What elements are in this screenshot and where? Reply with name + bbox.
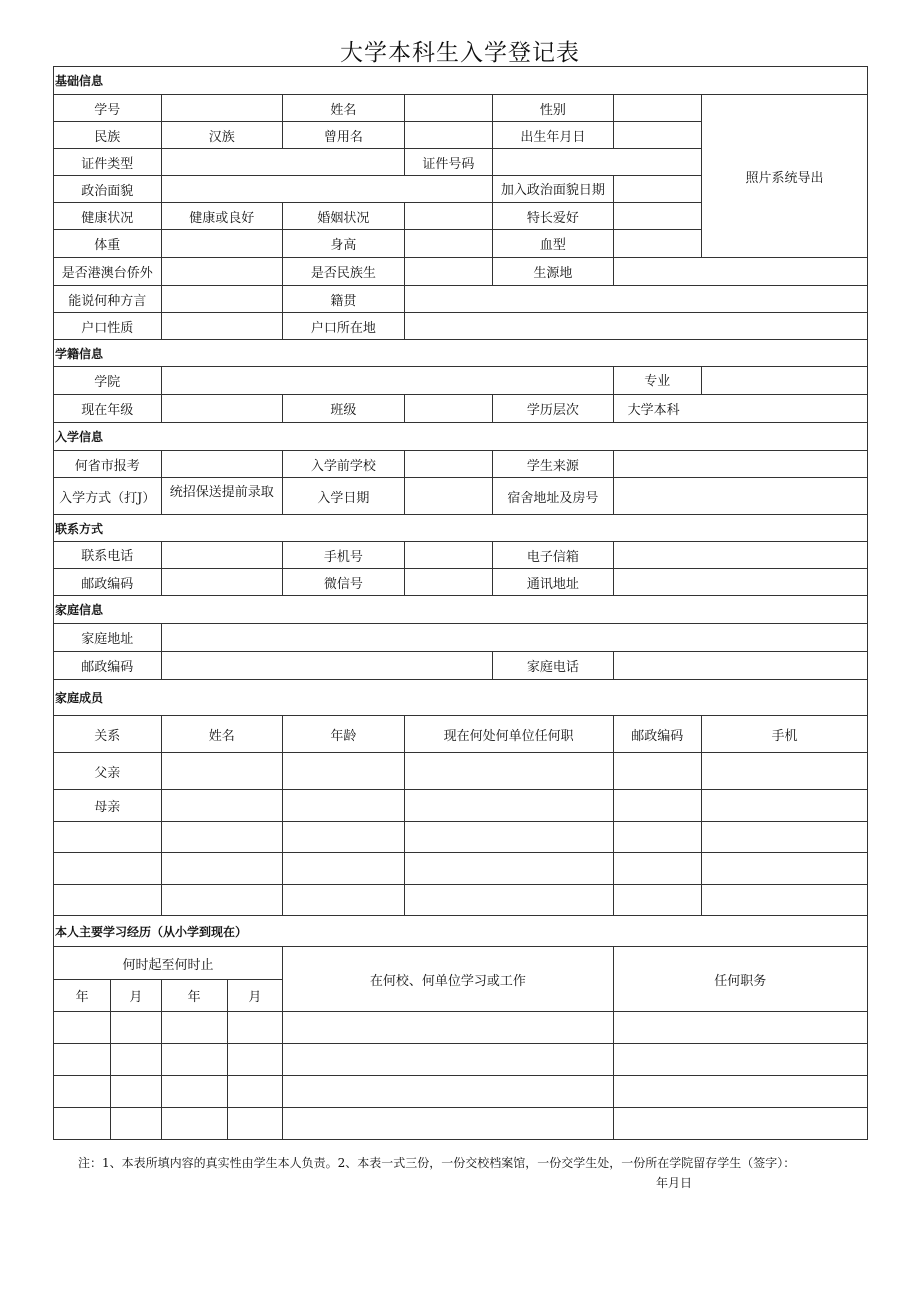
member-header-age: 年龄 (283, 716, 405, 753)
label-email: 电子信箱 (493, 542, 614, 569)
label-class: 班级 (283, 395, 405, 423)
member-cell[interactable] (613, 753, 701, 790)
value-health[interactable]: 健康或良好 (161, 203, 283, 230)
member-cell[interactable] (613, 822, 701, 853)
label-source: 学生来源 (493, 451, 614, 478)
label-dialect: 能说何种方言 (54, 286, 162, 313)
input-political-status[interactable] (161, 176, 493, 203)
input-mobile[interactable] (404, 542, 492, 569)
history-header-period: 何时起至何时止 (54, 947, 283, 980)
label-name: 姓名 (283, 95, 405, 122)
label-admission-date: 入学日期 (283, 478, 405, 515)
label-dorm: 宿舍地址及房号 (493, 478, 614, 515)
input-former-name[interactable] (404, 122, 492, 149)
value-ethnicity[interactable]: 汉族 (161, 122, 283, 149)
member-cell[interactable] (54, 822, 162, 853)
label-grade: 现在年级 (54, 395, 162, 423)
history-cell[interactable] (227, 1076, 282, 1108)
footnote (78, 1153, 878, 1193)
history-cell[interactable] (111, 1012, 161, 1044)
member-cell[interactable] (283, 853, 405, 885)
section-family-info: 家庭信息 (54, 596, 868, 624)
input-address[interactable] (613, 569, 867, 596)
label-native-place: 籍贯 (283, 286, 405, 313)
member-cell[interactable] (702, 853, 868, 885)
label-overseas: 是否港澳台侨外 (54, 258, 162, 286)
member-cell[interactable] (161, 790, 283, 822)
label-political-status: 政治面貌 (54, 176, 162, 203)
history-cell[interactable] (227, 1044, 282, 1076)
input-hukou-type[interactable] (161, 313, 283, 340)
history-cell[interactable] (111, 1076, 161, 1108)
member-header-relation: 关系 (54, 716, 162, 753)
label-hukou-type: 户口性质 (54, 313, 162, 340)
input-wechat[interactable] (404, 569, 492, 596)
member-header-postcode: 邮政编码 (613, 716, 701, 753)
member-cell[interactable] (54, 853, 162, 885)
input-id-type[interactable] (161, 149, 404, 176)
input-major[interactable] (702, 367, 868, 395)
input-source[interactable] (613, 451, 867, 478)
label-phone: 联系电话 (54, 542, 162, 569)
member-cell[interactable] (161, 822, 283, 853)
input-phone[interactable] (161, 542, 283, 569)
label-level: 学历层次 (493, 395, 614, 423)
label-hukou-location: 户口所在地 (283, 313, 405, 340)
input-join-political-date[interactable] (613, 176, 701, 203)
label-height: 身高 (283, 230, 405, 258)
member-cell[interactable] (702, 790, 868, 822)
history-cell[interactable] (283, 1108, 614, 1140)
member-cell[interactable] (283, 885, 405, 916)
member-cell[interactable] (54, 885, 162, 916)
member-header-mobile: 手机 (702, 716, 868, 753)
label-postcode: 邮政编码 (54, 569, 162, 596)
history-header-end-month: 月 (227, 980, 282, 1012)
history-cell[interactable] (54, 1108, 111, 1140)
history-header-position: 任何职务 (613, 947, 867, 1012)
member-cell[interactable] (283, 822, 405, 853)
member-header-name: 姓名 (161, 716, 283, 753)
section-study-history: 本人主要学习经历（从小学到现在） (54, 916, 868, 947)
label-ethnicity: 民族 (54, 122, 162, 149)
label-join-political-date: 加入政治面貌日期 (493, 176, 614, 203)
section-status: 学籍信息 (54, 340, 868, 367)
history-cell[interactable] (613, 1108, 867, 1140)
input-weight[interactable] (161, 230, 283, 258)
member-cell[interactable] (404, 853, 613, 885)
history-cell[interactable] (54, 1012, 111, 1044)
input-dialect[interactable] (161, 286, 283, 313)
member-relation-father: 父亲 (54, 753, 162, 790)
label-major: 专业 (613, 367, 701, 395)
history-cell[interactable] (111, 1108, 161, 1140)
member-cell[interactable] (283, 753, 405, 790)
section-basic: 基础信息 (54, 67, 868, 95)
input-native-place[interactable] (404, 286, 867, 313)
member-header-job: 现在何处何单位任何职 (404, 716, 613, 753)
input-gender[interactable] (613, 95, 701, 122)
input-province[interactable] (161, 451, 283, 478)
input-marital[interactable] (404, 203, 492, 230)
label-former-name: 曾用名 (283, 122, 405, 149)
input-birth-date[interactable] (613, 122, 701, 149)
input-grade[interactable] (161, 395, 283, 423)
label-health: 健康状况 (54, 203, 162, 230)
label-family-address: 家庭地址 (54, 624, 162, 652)
history-header-start-month: 月 (111, 980, 161, 1012)
label-address: 通讯地址 (493, 569, 614, 596)
label-prev-school: 入学前学校 (283, 451, 405, 478)
section-admission: 入学信息 (54, 423, 868, 451)
label-id-type: 证件类型 (54, 149, 162, 176)
input-minority[interactable] (404, 258, 492, 286)
label-origin: 生源地 (493, 258, 614, 286)
history-header-place: 在何校、何单位学习或工作 (283, 947, 614, 1012)
section-family-members: 家庭成员 (54, 680, 868, 716)
input-hukou-location[interactable] (404, 313, 867, 340)
value-method[interactable]: 统招保送提前录取 (161, 478, 283, 515)
input-college[interactable] (161, 367, 613, 395)
member-cell[interactable] (161, 885, 283, 916)
input-hobbies[interactable] (613, 203, 701, 230)
history-cell[interactable] (227, 1012, 282, 1044)
label-province: 何省市报考 (54, 451, 162, 478)
member-cell[interactable] (613, 885, 701, 916)
input-postcode[interactable] (161, 569, 283, 596)
history-cell[interactable] (111, 1044, 161, 1076)
history-cell[interactable] (283, 1012, 614, 1044)
input-family-phone[interactable] (613, 652, 867, 680)
history-cell[interactable] (227, 1108, 282, 1140)
history-cell[interactable] (161, 1012, 227, 1044)
member-cell[interactable] (613, 853, 701, 885)
label-method: 入学方式（打J） (54, 478, 162, 515)
member-cell[interactable] (404, 885, 613, 916)
registration-form (53, 66, 868, 1140)
page-title: 大学本科生入学登记表 (340, 40, 580, 66)
input-name[interactable] (404, 95, 492, 122)
label-family-phone: 家庭电话 (493, 652, 614, 680)
label-id-number: 证件号码 (404, 149, 492, 176)
photo-box: 照片系统导出 (702, 95, 868, 258)
member-cell[interactable] (161, 853, 283, 885)
member-cell[interactable] (404, 790, 613, 822)
input-admission-date[interactable] (404, 478, 492, 515)
history-header-start-year: 年 (54, 980, 111, 1012)
member-cell[interactable] (161, 753, 283, 790)
input-id-number[interactable] (493, 149, 702, 176)
label-weight: 体重 (54, 230, 162, 258)
input-dorm[interactable] (613, 478, 867, 515)
history-cell[interactable] (613, 1044, 867, 1076)
history-cell[interactable] (283, 1044, 614, 1076)
history-cell[interactable] (283, 1076, 614, 1108)
label-gender: 性别 (493, 95, 614, 122)
section-contact: 联系方式 (54, 515, 868, 542)
input-email[interactable] (613, 542, 867, 569)
footnote-text: 注：1、本表所填内容的真实性由学生本人负责。2、本表一式三份，一份交校档案馆，一份交学生处，一份所在学院留存学生（签字）： (78, 1156, 796, 1170)
member-cell[interactable] (283, 790, 405, 822)
history-cell[interactable] (161, 1044, 227, 1076)
label-wechat: 微信号 (283, 569, 405, 596)
label-mobile: 手机号 (283, 542, 405, 569)
history-cell[interactable] (161, 1076, 227, 1108)
history-cell[interactable] (161, 1108, 227, 1140)
history-header-end-year: 年 (161, 980, 227, 1012)
input-height[interactable] (404, 230, 492, 258)
label-marital: 婚姻状况 (283, 203, 405, 230)
input-family-postcode[interactable] (161, 652, 493, 680)
footnote-date: 年月日 (656, 1176, 693, 1190)
input-family-address[interactable] (161, 624, 868, 652)
label-family-postcode: 邮政编码 (54, 652, 162, 680)
input-blood-type[interactable] (613, 230, 701, 258)
label-birth-date: 出生年月日 (493, 122, 614, 149)
member-cell[interactable] (613, 790, 701, 822)
label-minority: 是否民族生 (283, 258, 405, 286)
input-student-id[interactable] (161, 95, 283, 122)
history-cell[interactable] (613, 1076, 867, 1108)
history-cell[interactable] (54, 1044, 111, 1076)
label-college: 学院 (54, 367, 162, 395)
history-cell[interactable] (613, 1012, 867, 1044)
value-level[interactable]: 大学本科 (613, 395, 867, 423)
member-cell[interactable] (404, 822, 613, 853)
input-class[interactable] (404, 395, 492, 423)
member-cell[interactable] (702, 822, 868, 853)
member-relation-mother: 母亲 (54, 790, 162, 822)
input-prev-school[interactable] (404, 451, 492, 478)
history-cell[interactable] (54, 1076, 111, 1108)
label-student-id: 学号 (54, 95, 162, 122)
input-origin[interactable] (613, 258, 867, 286)
label-hobbies: 特长爱好 (493, 203, 614, 230)
label-blood-type: 血型 (493, 230, 614, 258)
member-cell[interactable] (702, 753, 868, 790)
input-overseas[interactable] (161, 258, 283, 286)
member-cell[interactable] (702, 885, 868, 916)
member-cell[interactable] (404, 753, 613, 790)
